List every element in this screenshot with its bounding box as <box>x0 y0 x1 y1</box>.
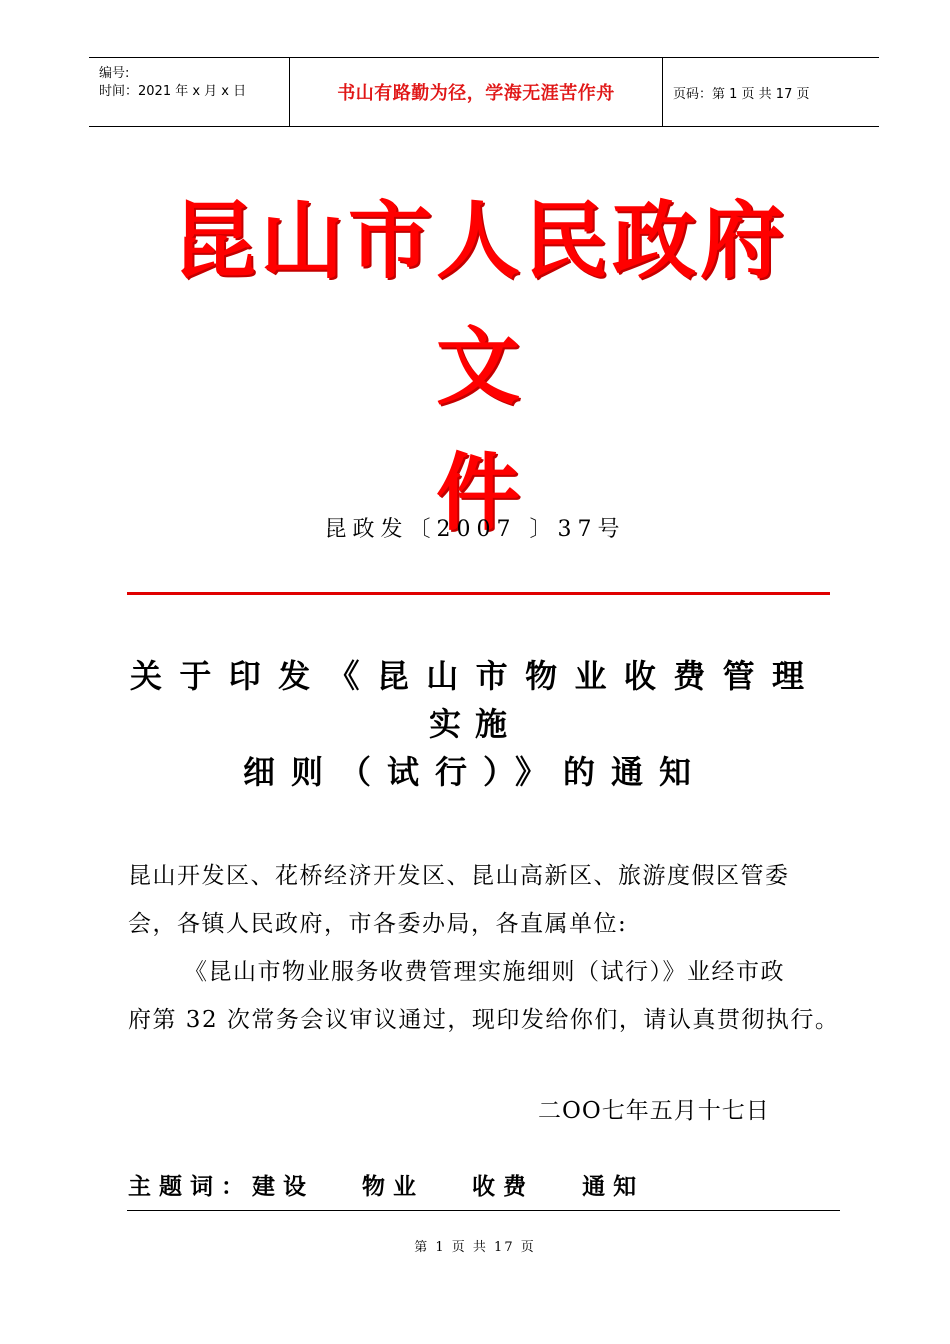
content-line-1: 《昆山市物业服务收费管理实施细则（试行）》业经市政 <box>184 959 785 985</box>
red-divider <box>127 592 830 595</box>
header-page-cell <box>663 58 879 126</box>
page-header <box>89 57 879 127</box>
header-meta-cell <box>89 58 290 126</box>
notice-title-line-2: 实施 <box>428 705 521 743</box>
document-title-line-1: 昆山市人民政府文 <box>171 192 788 416</box>
document-title-line-2: 件 <box>435 444 524 542</box>
notice-title <box>130 652 820 796</box>
time-label: 时间：2021 年 x 月 x 日 <box>99 84 247 99</box>
notice-body <box>128 852 842 1044</box>
bottom-divider <box>127 1210 840 1211</box>
notice-title-line-1: 关于印发《昆山市物业收费管理 <box>130 657 820 695</box>
number-label: 编号: <box>99 66 130 81</box>
document-title <box>130 178 830 556</box>
subject-keywords: 主题词：建设 物业 收费 通知 <box>128 1174 645 1200</box>
issue-date: 二OO七年五月十七日 <box>538 1098 770 1124</box>
page-footer: 第 1 页 共 17 页 <box>414 1240 536 1255</box>
notice-title-line-3: 细则（试行）》的通知 <box>242 753 707 791</box>
recipients-line-2: 会，各镇人民政府，市各委办局，各直属单位: <box>128 911 628 937</box>
content-line-2: 府第 32 次常务会议审议通过，现印发给你们，请认真贯彻执行。 <box>128 1007 840 1033</box>
document-number: 昆政发〔2007 〕37号 <box>324 517 626 542</box>
header-motto-cell <box>290 58 663 126</box>
recipients-line-1: 昆山开发区、花桥经济开发区、昆山高新区、旅游度假区管委 <box>128 863 790 889</box>
page-info: 页码：第 1 页 共 17 页 <box>673 86 810 102</box>
motto-text: 书山有路勤为径，学海无涯苦作舟 <box>337 83 615 104</box>
